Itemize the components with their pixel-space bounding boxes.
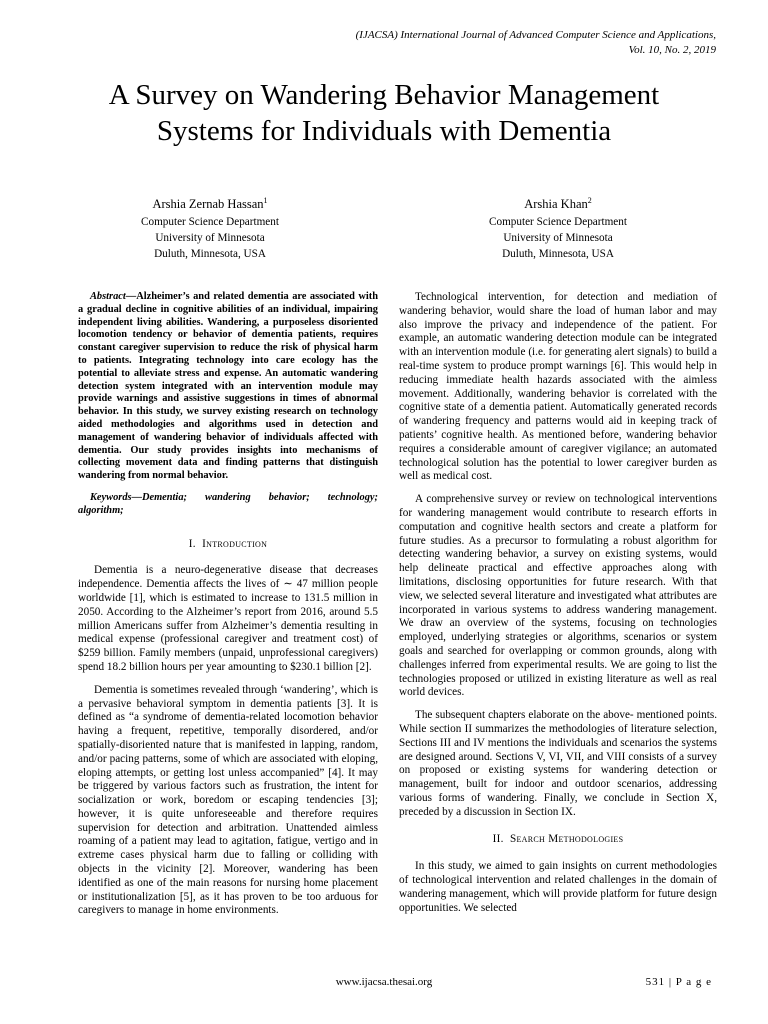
page-number: 531 | P a g e — [645, 976, 712, 988]
author-2 — [408, 193, 708, 262]
journal-volume: Vol. 10, No. 2, 2019 — [628, 44, 716, 56]
author-sup: 2 — [587, 196, 592, 205]
author-location: Duluth, Minnesota, USA — [154, 248, 266, 261]
section-heading-introduction: I. Introduction — [188, 537, 268, 550]
paragraph: In this study, we aimed to gain insights on current methodologies of technological intervention and related challenges in the domain of wandering management, which will provide platform for future design opportunities. We selected — [399, 860, 717, 914]
footer-url: www.ijacsa.thesai.org — [335, 976, 433, 988]
title-line-2: Systems for Individuals with Dementia — [156, 115, 612, 147]
author-name: Arshia Zernab Hassan — [152, 197, 264, 212]
abstract — [78, 291, 378, 483]
left-column — [78, 291, 378, 927]
author-dept: Computer Science Department — [489, 216, 627, 229]
author-dept: Computer Science Department — [141, 216, 279, 229]
keywords: Keywords—Dementia; wandering behavior; technology; algorithm; — [78, 491, 378, 516]
section-heading-search-methodologies: II. Search Methodologies — [492, 833, 624, 846]
abstract-label: Abstract — [90, 291, 126, 302]
paragraph: A comprehensive survey or review on technological interventions for wandering management would contribute to research efforts in computation and cognitive health sectors and create a platform for future studies. As a precursor to formulating a robust algorithm for detecting wandering behavior, a survey on existing systems, would help delineate practical and effective approaches along with limitations, disclosing opportunities for future research. With that view, we selected several literature and investigated what attributes are incorporated in various systems to address wandering management. We draw an overview of the systems, focusing on technologies employed, underlying strategies or algorithms, scenarios or system goals and searched for overlapping or common grounds, along with challenges inferred from experimental results. We are going to list the technologies proposed or utilized in existing literature as well as real world devices. — [399, 493, 717, 699]
paragraph: The subsequent chapters elaborate on the above- mentioned points. While section II summarizes the methodologies of literature selection, Sections III and IV mentions the individuals and scenarios the systems are designed around. Sections V, VI, VII, and VIII consists of a survey on proposed or existing systems for wandering detection or management, built for indoor and outdoor scenarios, addressing various forms of wandering. Finally, we conclude in Section X, preceded by a discussion in Section IX. — [399, 709, 717, 818]
paragraph: Dementia is a neuro-degenerative disease that decreases independence. Dementia affects the lives of ∼ 47 million people worldwide [1], which is estimated to increase to 131.5 million in 2050. According to the Alzheimer’s report from 2016, around 5.5 million Americans suffer from Alzheimer’s dementia resulting in medical expense (professional caregiver and treatment cost) of $259 billion. Family members (unpaid, unprofessional caregivers) spend 18.2 billion hours per year amounting to $230.1 billion [2]. — [78, 564, 378, 673]
journal-header — [356, 28, 716, 58]
title-line-1: A Survey on Wandering Behavior Management — [108, 79, 660, 111]
paper-title — [40, 77, 728, 149]
right-column — [399, 291, 717, 924]
abstract-text: —Alzheimer’s and related dementia are associated with a gradual decline in cognitive abilities of an individual, impairing independent living abilities. Wandering, a purposeless disoriented locomotion tendency or behavior of dementia patients, requires constant caregiver supervision to reduce the risk of physical harm to patients. Integrating technology into care ecology has the potential to alleviate stress and expense. An automatic wandering detection system integrated with an intervention module may provide warnings and assistive suggestions in times of abnormal behavior. In this study, we survey existing research on technology aided methodologies and algorithms used in detection and management of wandering behavior of individuals affected with dementia. Our study provides insights into mechanisms of collecting movement data and finding patterns that distinguish wandering from normal behavior. — [78, 291, 378, 482]
paragraph: Dementia is sometimes revealed through ‘wandering’, which is a pervasive behavioral symptom in dementia patients [3]. It is defined as “a syndrome of dementia-related locomotion behavior having a frequent, repetitive, temporally disordered, and/or spatially-disoriented nature that is manifested in lapping, random, and/or pacing patterns, some of which are associated with eloping, eloping attempts, or getting lost unless accompanied” [4]. It may be triggered by various factors such as frustration, the intent for socialization or work, boredom or escaping tendencies [3]; however, it is quite unforeseeable and therefore requires supervision for detection and arbitration. Unattended aimless roaming of a patient may lead to agitation, fatigue, vertigo and in extreme cases physical harm due to falling or colliding with objects in the vicinity [2]. Moreover, wandering has been identified as one of the main reasons for nursing home placement or institutionalization [5], as it has proven to be too arduous for caregivers to manage in home environments. — [78, 683, 378, 917]
paragraph: Technological intervention, for detection and mediation of wandering behavior, would share the load of human labor and may also improve the privacy and independence of the patient. For example, an automatic wandering detection module can be integrated with an intervention module (i.e. for generating alert signals) to build a real-time system to produce prompt warnings [6]. This would help in reducing immediate health hazards associated with the aimless movement. Additionally, wandering behavior is correlated with the cognitive state of a dementia patient. Automatically generated records of wandering frequency and patterns would aid in keeping track of patients’ cognitive health. As mentioned before, wandering behavior requires a considerable amount of caregiver vigilance; an automated technological solution has the potential to lower caregiver burden as well as medical cost. — [399, 291, 717, 483]
author-1 — [60, 193, 360, 262]
journal-name: (IJACSA) International Journal of Advanced Computer Science and Applications, — [355, 29, 716, 41]
author-univ: University of Minnesota — [503, 232, 613, 245]
author-location: Duluth, Minnesota, USA — [502, 248, 614, 261]
author-name: Arshia Khan — [524, 197, 588, 212]
author-univ: University of Minnesota — [155, 232, 265, 245]
author-block — [60, 193, 708, 262]
author-sup: 1 — [263, 196, 268, 205]
